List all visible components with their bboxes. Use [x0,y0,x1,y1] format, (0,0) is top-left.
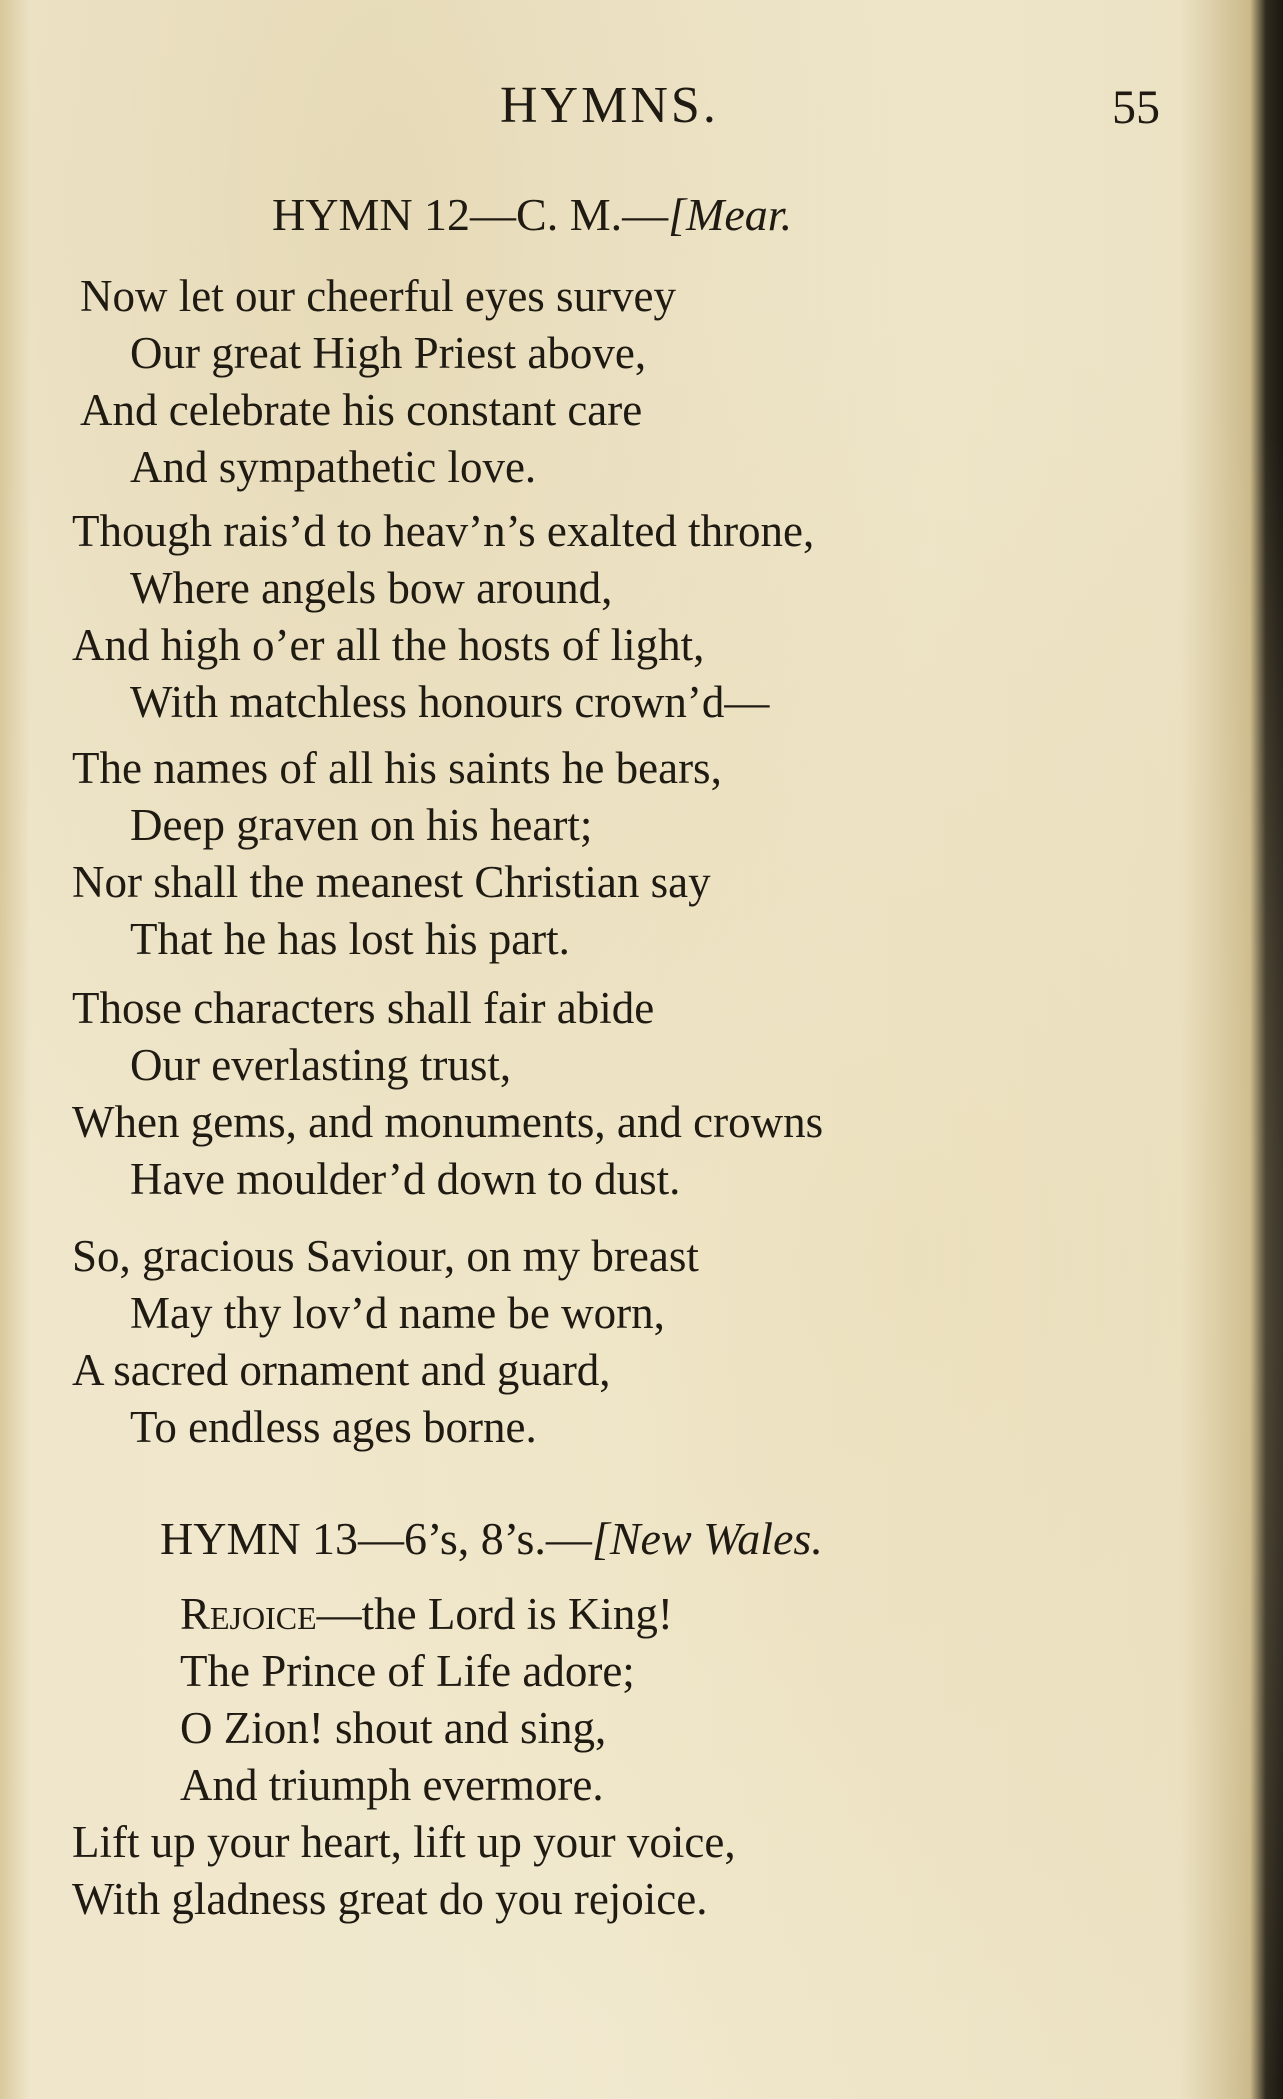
verse-line: To endless ages borne. [130,1402,537,1452]
verse-line [180,1588,673,1640]
verse-line: Our everlasting trust, [130,1040,512,1090]
verse-line: Deep graven on his heart; [130,800,593,850]
page-number: 55 [1112,81,1160,134]
hymn-12-heading [272,188,792,241]
running-title: HYMNS. [500,77,719,134]
verse-line: And sympathetic love. [130,442,537,492]
hymn-12-tune: [Mear. [668,189,793,240]
verse-line: And celebrate his constant care [80,385,643,435]
verse-line: May thy lov’d name be worn, [130,1288,665,1338]
first-line-rest: —the Lord is King! [316,1589,673,1639]
verse-line: Our great High Priest above, [130,328,647,378]
running-head [0,76,1283,136]
verse-line: And high o’er all the hosts of light, [72,620,705,670]
verse-line: O Zion! shout and sing, [180,1703,607,1753]
verse-line: Where angels bow around, [130,563,613,613]
verse-line: When gems, and monuments, and crowns [72,1097,824,1147]
verse-line: The Prince of Life adore; [180,1646,635,1696]
verse-line: Though rais’d to heav’n’s exalted throne, [72,506,815,556]
verse-line: Have moulder’d down to dust. [130,1154,681,1204]
verse-line: Those characters shall fair abide [72,983,655,1033]
verse-line: A sacred ornament and guard, [72,1345,611,1395]
hymn-12-title: HYMN 12—C. M.— [272,189,669,240]
hymn-13-title: HYMN 13—6’s, 8’s.— [160,1513,592,1564]
verse-line: Lift up your heart, lift up your voice, [72,1817,736,1867]
verse-line: Nor shall the meanest Christian say [72,857,711,907]
opening-word: Rejoice [180,1589,317,1639]
verse-line: So, gracious Saviour, on my breast [72,1231,699,1281]
verse-line: The names of all his saints he bears, [72,743,722,793]
verse-line: And triumph evermore. [180,1760,604,1810]
verse-line: With gladness great do you rejoice. [72,1874,708,1924]
hymn-13-tune: [New Wales. [591,1513,823,1564]
verse-line: That he has lost his part. [130,914,570,964]
verse-line: With matchless honours crown’d— [130,677,770,727]
verse-line: Now let our cheerful eyes survey [80,271,677,321]
hymn-13-heading [160,1512,823,1565]
